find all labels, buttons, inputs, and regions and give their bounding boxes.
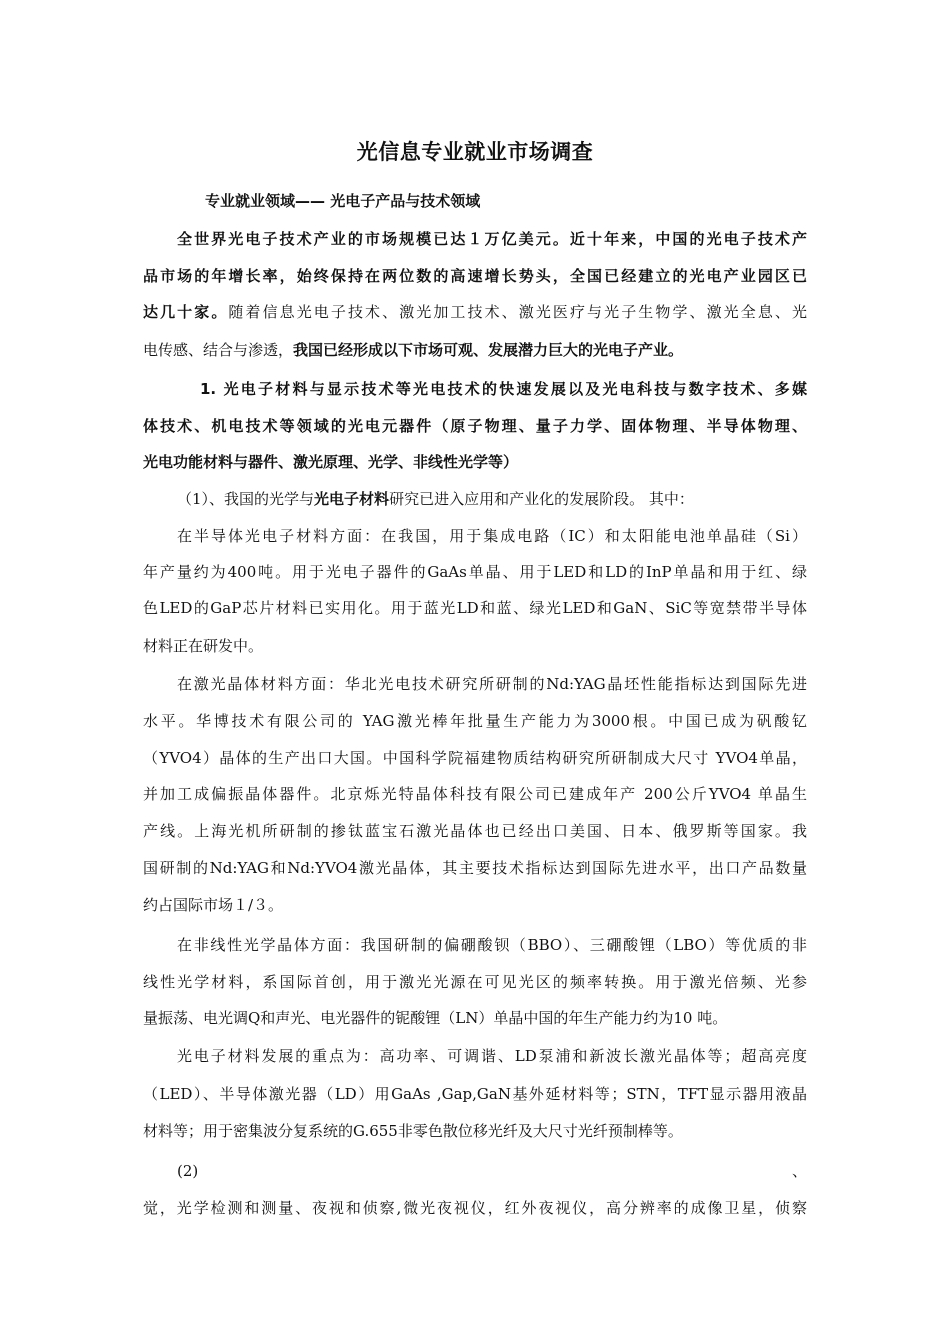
text-run: （YVO4）晶体的生产出口大国。中国科学院福建物质结构研究所研制成大尺寸 YVO4单晶， [143, 749, 807, 767]
text-line [143, 1084, 807, 1104]
text-line [200, 379, 807, 399]
text-run: （1）、我国的光学与 [177, 490, 315, 508]
text-line [143, 416, 807, 436]
bold-text: 1. 光电子材料与显示技术等光电技术的快速发展以及光电科技与数字技术、多媒 [200, 380, 807, 398]
text-line [143, 972, 807, 992]
text-line [143, 784, 807, 804]
text-run: 材料正在研发中。 [143, 637, 264, 655]
text-line [143, 1008, 807, 1028]
text-line [177, 674, 807, 694]
text-line [143, 302, 807, 322]
text-run: 色LED的GaP芯片材料已实用化。用于蓝光LD和蓝、绿光LED和GaN、SiC等宽禁带半导体 [143, 599, 807, 617]
text-line [143, 340, 807, 360]
text-line [143, 748, 807, 768]
text-line [177, 489, 807, 509]
text-line [143, 1121, 807, 1141]
text-line [177, 526, 807, 546]
text-run: 在激光晶体材料方面：华北光电技术研究所研制的Nd:YAG晶坯性能指标达到国际先进 [177, 675, 807, 693]
text-line [177, 229, 807, 249]
text-run: 水平。华博技术有限公司的 YAG激光棒年批量生产能力为3000根。中国已成为矾酸钇 [143, 712, 807, 730]
text-line [143, 562, 807, 582]
text-run: 在半导体光电子材料方面：在我国，用于集成电路（IC）和太阳能电池单晶硅（Si） [177, 527, 807, 545]
text-run: 光电子材料发展的重点为：高功率、可调谐、LD泵浦和新波长激光晶体等；超高亮度 [177, 1047, 807, 1065]
text-run: (2)、 [177, 1162, 807, 1180]
section-subtitle: 专业就业领域—— 光电子产品与技术领域 [205, 192, 481, 210]
text-run: 电传感、结合与渗透， [143, 341, 294, 359]
text-run: 产线。上海光机所研制的掺钛蓝宝石激光晶体也已经出口美国、日本、俄罗斯等国家。我 [143, 822, 807, 840]
text-line [143, 598, 807, 618]
text-line [143, 452, 807, 472]
text-run: （LED）、半导体激光器（LD）用GaAs ,Gap,GaN基外延材料等；STN，TFT显示器用液晶 [143, 1085, 807, 1103]
bold-text: 我国已经形成以下市场可观、发展潜力巨大的光电子产业。 [293, 341, 684, 359]
bold-text: 全世界光电子技术产业的市场规模已达１万亿美元。近十年来，中国的光电子技术产 [177, 230, 807, 248]
text-line [177, 935, 807, 955]
text-run: 在非线性光学晶体方面：我国研制的偏硼酸钡（BBO）、三硼酸锂（LBO）等优质的非 [177, 936, 807, 954]
bold-text: 品市场的年增长率，始终保持在两位数的高速增长势头，全国已经建立的光电产业园区已 [143, 267, 807, 285]
document-title: 光信息专业就业市场调查 [356, 140, 594, 164]
text-run: 线性光学材料，系国际首创，用于激光光源在可见光区的频率转换。用于激光倍频、光参 [143, 973, 807, 991]
text-line [143, 895, 807, 915]
text-run: 约占国际市场１/３。 [143, 896, 284, 914]
text-run: 国研制的Nd:YAG和Nd:YVO4激光晶体，其主要技术指标达到国际先进水平，出口产品数量 [143, 859, 807, 877]
text-run: 并加工成偏振晶体器件。北京烁光特晶体科技有限公司已建成年产 200公斤YVO4 单晶生 [143, 785, 807, 803]
text-run: 材料等；用于密集波分复系统的G.655非零色散位移光纤及大尺寸光纤预制棒等。 [143, 1122, 683, 1140]
text-run: 量振荡、电光调Q和声光、电光器件的铌酸锂（LN）单晶中国的年生产能力约为10 吨。 [143, 1009, 728, 1027]
text-run: 研究已进入应用和产业化的发展阶段。 其中： [389, 490, 694, 508]
text-run: 随着信息光电子技术、激光加工技术、激光医疗与光子生物学、激光全息、光 [228, 303, 807, 321]
text-line [143, 821, 807, 841]
bold-text: 达几十家。 [143, 303, 229, 321]
bold-text: 光电功能材料与器件、激光原理、光学、非线性光学等） [143, 453, 519, 471]
text-line [143, 711, 807, 731]
text-line [177, 1161, 807, 1181]
text-line [143, 858, 807, 878]
text-run: 年产量约为400吨。用于光电子器件的GaAs单晶、用于LED和LD的InP单晶和用于红、绿 [143, 563, 807, 581]
text-line [143, 636, 807, 656]
text-run: 觉，光学检测和测量、夜视和侦察,微光夜视仪，红外夜视仪，高分辨率的成像卫星，侦察 [143, 1199, 807, 1217]
text-line [143, 266, 807, 286]
bold-text: 光电子材料 [314, 490, 390, 508]
text-line [143, 1198, 807, 1218]
bold-text: 体技术、机电技术等领域的光电元器件（原子物理、量子力学、固体物理、半导体物理、 [143, 417, 807, 435]
text-line [177, 1046, 807, 1066]
